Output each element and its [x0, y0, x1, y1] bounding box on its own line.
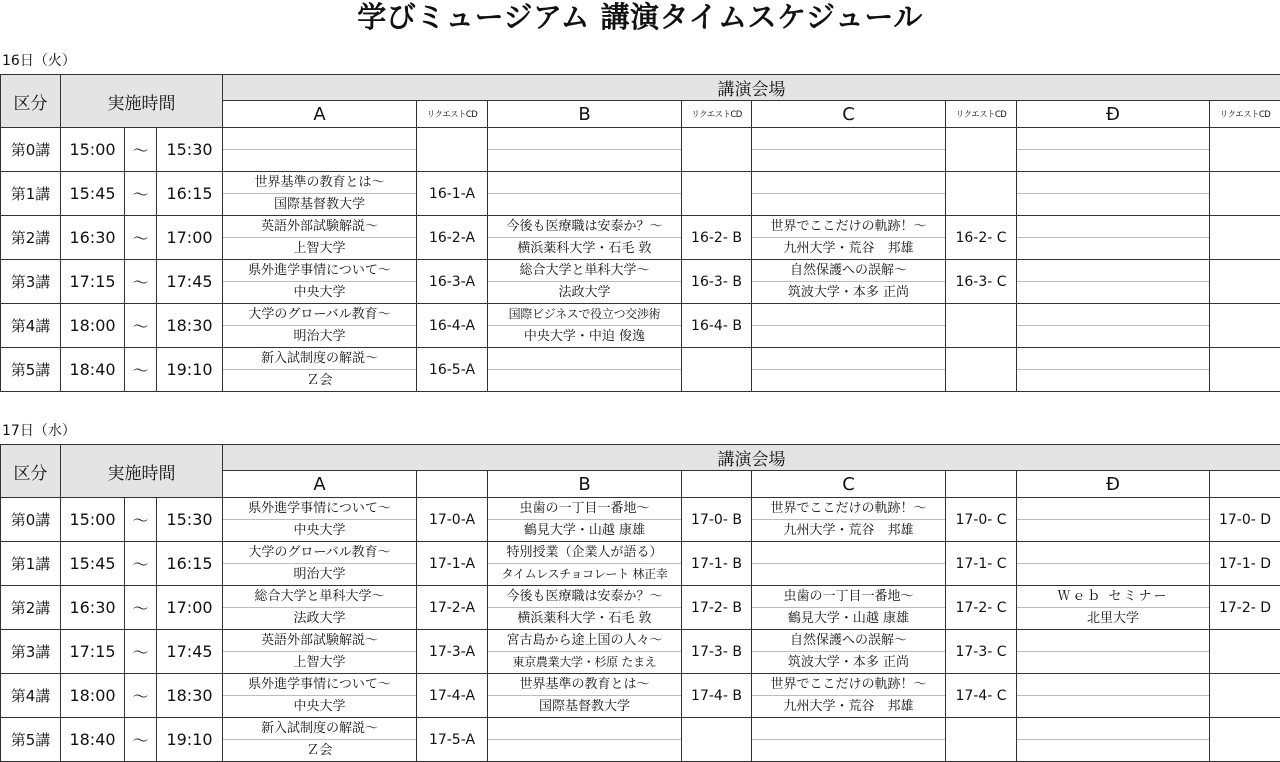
lecture-title: 世界基準の教育とは～	[488, 674, 681, 696]
lecture-cell-c	[752, 348, 946, 392]
jisshi-header: 実施時間	[61, 75, 223, 128]
session-label: 第0講	[1, 498, 61, 542]
lecture-cell-c	[752, 304, 946, 348]
lecture-title	[752, 172, 945, 194]
session-label: 第3講	[1, 630, 61, 674]
room-a-header: A	[223, 101, 417, 128]
table-row	[1, 216, 1280, 260]
lecture-speaker	[1017, 652, 1209, 673]
lecture-title: 大学のグローバル教育～	[223, 542, 416, 564]
end-time: 19:10	[157, 348, 223, 392]
lecture-speaker: 九州大学・荒谷 邦雄	[752, 520, 945, 541]
start-time: 15:45	[61, 172, 125, 216]
lecture-speaker: 国際基督教大学	[223, 194, 416, 215]
request-code: 16-2- C	[946, 216, 1017, 260]
session-label: 第2講	[1, 586, 61, 630]
request-code: 16-2-A	[417, 216, 488, 260]
hall-header: 講演会場	[223, 75, 1280, 101]
time-separator: ～	[125, 586, 157, 630]
lecture-title	[752, 542, 945, 564]
end-time: 17:00	[157, 216, 223, 260]
lecture-cell-b	[488, 498, 682, 542]
lecture-title	[223, 128, 416, 150]
request-code: 16-4- B	[682, 304, 752, 348]
lecture-title	[1017, 630, 1209, 652]
request-code	[946, 172, 1017, 216]
lecture-speaker	[488, 370, 681, 391]
request-code: 17-1- B	[682, 542, 752, 586]
lecture-speaker: 鶴見大学・山越 康雄	[488, 520, 681, 541]
request-code	[946, 348, 1017, 392]
lecture-cell-b	[488, 216, 682, 260]
session-label: 第4講	[1, 674, 61, 718]
request-code: 16-4-A	[417, 304, 488, 348]
request-code	[682, 128, 752, 172]
start-time: 15:00	[61, 128, 125, 172]
request-code: 17-3- C	[946, 630, 1017, 674]
lecture-speaker	[488, 150, 681, 171]
request-code: 17-4-A	[417, 674, 488, 718]
request-code: 17-5-A	[417, 718, 488, 762]
page-title: 学びミュージアム 講演タイムスケジュール	[0, 0, 1280, 38]
request-code	[682, 718, 752, 762]
start-time: 17:15	[61, 630, 125, 674]
room-d-header: Đ	[1017, 471, 1210, 498]
start-time: 16:30	[61, 586, 125, 630]
lecture-title: 新入試制度の解説～	[223, 348, 416, 370]
request-code: 16-3- C	[946, 260, 1017, 304]
end-time: 17:45	[157, 630, 223, 674]
lecture-speaker	[752, 150, 945, 171]
end-time: 18:30	[157, 674, 223, 718]
lecture-cell-c	[752, 674, 946, 718]
lecture-speaker: 筑波大学・本多 正尚	[752, 652, 945, 673]
table-row	[1, 348, 1280, 392]
request-code: 17-2- C	[946, 586, 1017, 630]
request-code	[946, 718, 1017, 762]
lecture-cell-a	[223, 216, 417, 260]
lecture-speaker: Ｚ会	[223, 370, 416, 391]
lecture-cell-a	[223, 128, 417, 172]
table-row	[1, 128, 1280, 172]
lecture-cell-d	[1017, 586, 1210, 630]
lecture-speaker	[1017, 238, 1209, 259]
table-row	[1, 674, 1280, 718]
lecture-title	[752, 304, 945, 326]
lecture-title	[1017, 172, 1209, 194]
lecture-cell-c	[752, 498, 946, 542]
session-label: 第5講	[1, 718, 61, 762]
lecture-title: 今後も医療職は安泰か？～	[488, 586, 681, 608]
lecture-cell-d	[1017, 630, 1210, 674]
lecture-cell-b	[488, 128, 682, 172]
request-cd-header: リクエストCD	[946, 101, 1017, 128]
lecture-title: 世界でここだけの軌跡！～	[752, 674, 945, 696]
lecture-speaker	[752, 564, 945, 585]
request-cd-header-blank	[417, 471, 488, 498]
lecture-cell-d	[1017, 674, 1210, 718]
lecture-title	[1017, 542, 1209, 564]
lecture-title: 県外進学事情について～	[223, 674, 416, 696]
lecture-cell-a	[223, 172, 417, 216]
end-time: 16:15	[157, 172, 223, 216]
lecture-speaker: 明治大学	[223, 326, 416, 347]
session-label: 第5講	[1, 348, 61, 392]
kubun-header: 区分	[1, 75, 61, 128]
request-code: 17-3-A	[417, 630, 488, 674]
lecture-cell-d	[1017, 498, 1210, 542]
lecture-title: 県外進学事情について～	[223, 260, 416, 282]
time-separator: ～	[125, 630, 157, 674]
request-code	[1210, 718, 1280, 762]
lecture-speaker: タイムレスチョコレート 林正幸	[488, 564, 681, 585]
request-code: 16-3- B	[682, 260, 752, 304]
lecture-cell-a	[223, 498, 417, 542]
end-time: 17:45	[157, 260, 223, 304]
lecture-title	[488, 718, 681, 740]
time-separator: ～	[125, 718, 157, 762]
lecture-speaker: 中央大学	[223, 696, 416, 717]
jisshi-header: 実施時間	[61, 445, 223, 498]
start-time: 18:40	[61, 348, 125, 392]
time-separator: ～	[125, 128, 157, 172]
request-cd-header: リクエストCD	[1210, 101, 1280, 128]
lecture-title: 自然保護への誤解～	[752, 630, 945, 652]
lecture-cell-a	[223, 260, 417, 304]
request-code	[1210, 216, 1280, 260]
lecture-title: 世界基準の教育とは～	[223, 172, 416, 194]
lecture-cell-d	[1017, 260, 1210, 304]
lecture-speaker: 横浜薬科大学・石毛 敦	[488, 238, 681, 259]
lecture-cell-c	[752, 172, 946, 216]
lecture-cell-b	[488, 586, 682, 630]
lecture-title: 総合大学と単科大学～	[223, 586, 416, 608]
lecture-cell-a	[223, 718, 417, 762]
schedule-table-17	[0, 444, 1280, 762]
request-code	[1210, 348, 1280, 392]
lecture-cell-d	[1017, 172, 1210, 216]
session-label: 第4講	[1, 304, 61, 348]
kubun-header: 区分	[1, 445, 61, 498]
lecture-title: 自然保護への誤解～	[752, 260, 945, 282]
day-label-16: 16日（火）	[2, 52, 76, 70]
time-separator: ～	[125, 674, 157, 718]
lecture-cell-b	[488, 172, 682, 216]
day-label-17: 17日（水）	[2, 422, 76, 440]
lecture-title: 大学のグローバル教育～	[223, 304, 416, 326]
lecture-speaker: 法政大学	[223, 608, 416, 629]
lecture-speaker	[1017, 194, 1209, 215]
request-code	[417, 128, 488, 172]
lecture-cell-c	[752, 260, 946, 304]
lecture-cell-c	[752, 128, 946, 172]
lecture-cell-c	[752, 542, 946, 586]
lecture-title	[488, 128, 681, 150]
request-code	[946, 128, 1017, 172]
lecture-speaker	[1017, 326, 1209, 347]
request-code	[682, 348, 752, 392]
lecture-cell-d	[1017, 128, 1210, 172]
lecture-cell-b	[488, 718, 682, 762]
lecture-title	[752, 348, 945, 370]
lecture-title: 特別授業（企業人が語る）	[488, 542, 681, 564]
lecture-speaker: 九州大学・荒谷 邦雄	[752, 696, 945, 717]
request-code: 17-0-A	[417, 498, 488, 542]
start-time: 18:00	[61, 674, 125, 718]
lecture-title: 英語外部試験解説～	[223, 216, 416, 238]
room-c-header: C	[752, 101, 946, 128]
lecture-speaker	[1017, 282, 1209, 303]
request-cd-header-blank	[682, 471, 752, 498]
lecture-cell-a	[223, 348, 417, 392]
request-code: 17-4- B	[682, 674, 752, 718]
lecture-title: 世界でここだけの軌跡！～	[752, 498, 945, 520]
request-code: 16-2- B	[682, 216, 752, 260]
lecture-speaker: 北里大学	[1017, 608, 1209, 629]
lecture-title: 県外進学事情について～	[223, 498, 416, 520]
lecture-title: Ｗｅｂ セミナー	[1017, 586, 1209, 608]
request-code: 17-1- D	[1210, 542, 1280, 586]
lecture-cell-a	[223, 304, 417, 348]
session-label: 第3講	[1, 260, 61, 304]
end-time: 17:00	[157, 586, 223, 630]
lecture-cell-a	[223, 674, 417, 718]
lecture-speaker	[1017, 150, 1209, 171]
lecture-speaker: Ｚ会	[223, 740, 416, 761]
lecture-title: 宮古島から途上国の人々～	[488, 630, 681, 652]
lecture-title	[1017, 260, 1209, 282]
hall-header: 講演会場	[223, 445, 1280, 471]
lecture-cell-c	[752, 586, 946, 630]
lecture-cell-d	[1017, 304, 1210, 348]
request-cd-header: リクエストCD	[682, 101, 752, 128]
request-cd-header-blank	[1210, 471, 1280, 498]
time-separator: ～	[125, 304, 157, 348]
request-code: 17-4- C	[946, 674, 1017, 718]
request-code: 17-0- C	[946, 498, 1017, 542]
request-code: 17-2- D	[1210, 586, 1280, 630]
lecture-cell-a	[223, 630, 417, 674]
lecture-speaker: 中央大学	[223, 520, 416, 541]
session-label: 第0講	[1, 128, 61, 172]
lecture-cell-a	[223, 586, 417, 630]
lecture-title: 国際ビジネスで役立つ交渉術	[488, 304, 681, 326]
lecture-speaker: 上智大学	[223, 238, 416, 259]
lecture-cell-d	[1017, 348, 1210, 392]
end-time: 15:30	[157, 498, 223, 542]
lecture-title: 新入試制度の解説～	[223, 718, 416, 740]
lecture-speaker: 中央大学	[223, 282, 416, 303]
time-separator: ～	[125, 498, 157, 542]
table-row	[1, 260, 1280, 304]
lecture-speaker	[752, 370, 945, 391]
lecture-cell-b	[488, 260, 682, 304]
end-time: 18:30	[157, 304, 223, 348]
request-cd-header-blank	[946, 471, 1017, 498]
lecture-title: 世界でここだけの軌跡！～	[752, 216, 945, 238]
request-code	[1210, 172, 1280, 216]
lecture-cell-b	[488, 674, 682, 718]
request-code: 17-2- B	[682, 586, 752, 630]
lecture-cell-c	[752, 630, 946, 674]
lecture-speaker: 法政大学	[488, 282, 681, 303]
lecture-speaker	[1017, 696, 1209, 717]
session-label: 第1講	[1, 172, 61, 216]
time-separator: ～	[125, 348, 157, 392]
room-a-header: A	[223, 471, 417, 498]
lecture-speaker	[1017, 520, 1209, 541]
lecture-title	[752, 718, 945, 740]
lecture-title	[488, 348, 681, 370]
lecture-title	[1017, 718, 1209, 740]
lecture-cell-b	[488, 630, 682, 674]
lecture-cell-b	[488, 542, 682, 586]
session-label: 第2講	[1, 216, 61, 260]
lecture-speaker	[1017, 564, 1209, 585]
start-time: 15:45	[61, 542, 125, 586]
table-row	[1, 304, 1280, 348]
table-row	[1, 172, 1280, 216]
lecture-speaker: 中央大学・中迫 俊逸	[488, 326, 681, 347]
request-code: 16-1-A	[417, 172, 488, 216]
start-time: 16:30	[61, 216, 125, 260]
start-time: 17:15	[61, 260, 125, 304]
request-code	[682, 172, 752, 216]
session-label: 第1講	[1, 542, 61, 586]
table-row	[1, 630, 1280, 674]
lecture-speaker: 明治大学	[223, 564, 416, 585]
lecture-title	[1017, 216, 1209, 238]
lecture-title: 虫歯の一丁目一番地～	[752, 586, 945, 608]
lecture-speaker: 東京農業大学・杉原 たまえ	[488, 652, 681, 673]
lecture-title: 総合大学と単科大学～	[488, 260, 681, 282]
request-code	[1210, 260, 1280, 304]
request-code: 17-2-A	[417, 586, 488, 630]
room-b-header: B	[488, 101, 682, 128]
lecture-title	[1017, 498, 1209, 520]
lecture-speaker: 国際基督教大学	[488, 696, 681, 717]
table-row	[1, 586, 1280, 630]
end-time: 16:15	[157, 542, 223, 586]
request-code: 17-1- C	[946, 542, 1017, 586]
lecture-title: 英語外部試験解説～	[223, 630, 416, 652]
time-separator: ～	[125, 260, 157, 304]
end-time: 15:30	[157, 128, 223, 172]
lecture-cell-d	[1017, 718, 1210, 762]
lecture-speaker	[223, 150, 416, 171]
lecture-cell-c	[752, 718, 946, 762]
request-code: 16-3-A	[417, 260, 488, 304]
lecture-speaker: 九州大学・荒谷 邦雄	[752, 238, 945, 259]
lecture-title	[1017, 674, 1209, 696]
end-time: 19:10	[157, 718, 223, 762]
request-code: 17-0- D	[1210, 498, 1280, 542]
lecture-title: 虫歯の一丁目一番地～	[488, 498, 681, 520]
lecture-cell-b	[488, 304, 682, 348]
request-code	[1210, 304, 1280, 348]
start-time: 15:00	[61, 498, 125, 542]
lecture-title	[1017, 348, 1209, 370]
table-row	[1, 498, 1280, 542]
lecture-cell-d	[1017, 542, 1210, 586]
lecture-speaker	[1017, 370, 1209, 391]
request-code	[1210, 674, 1280, 718]
request-code: 17-0- B	[682, 498, 752, 542]
lecture-speaker	[752, 326, 945, 347]
lecture-cell-d	[1017, 216, 1210, 260]
room-c-header: C	[752, 471, 946, 498]
lecture-title: 今後も医療職は安泰か？～	[488, 216, 681, 238]
table-row	[1, 718, 1280, 762]
lecture-title	[488, 172, 681, 194]
lecture-cell-a	[223, 542, 417, 586]
lecture-title	[1017, 128, 1209, 150]
request-code	[946, 304, 1017, 348]
lecture-title	[1017, 304, 1209, 326]
room-b-header: B	[488, 471, 682, 498]
start-time: 18:00	[61, 304, 125, 348]
lecture-speaker: 横浜薬科大学・石毛 敦	[488, 608, 681, 629]
room-d-header: Đ	[1017, 101, 1210, 128]
request-code: 17-1-A	[417, 542, 488, 586]
time-separator: ～	[125, 542, 157, 586]
request-code	[1210, 630, 1280, 674]
request-code: 17-3- B	[682, 630, 752, 674]
request-code: 16-5-A	[417, 348, 488, 392]
request-code	[1210, 128, 1280, 172]
lecture-speaker: 上智大学	[223, 652, 416, 673]
time-separator: ～	[125, 172, 157, 216]
lecture-speaker: 筑波大学・本多 正尚	[752, 282, 945, 303]
request-cd-header: リクエストCD	[417, 101, 488, 128]
lecture-cell-c	[752, 216, 946, 260]
table-row	[1, 542, 1280, 586]
lecture-speaker	[752, 194, 945, 215]
schedule-table-16	[0, 74, 1280, 392]
start-time: 18:40	[61, 718, 125, 762]
lecture-speaker	[488, 194, 681, 215]
time-separator: ～	[125, 216, 157, 260]
lecture-cell-b	[488, 348, 682, 392]
lecture-speaker: 鶴見大学・山越 康雄	[752, 608, 945, 629]
lecture-title	[752, 128, 945, 150]
